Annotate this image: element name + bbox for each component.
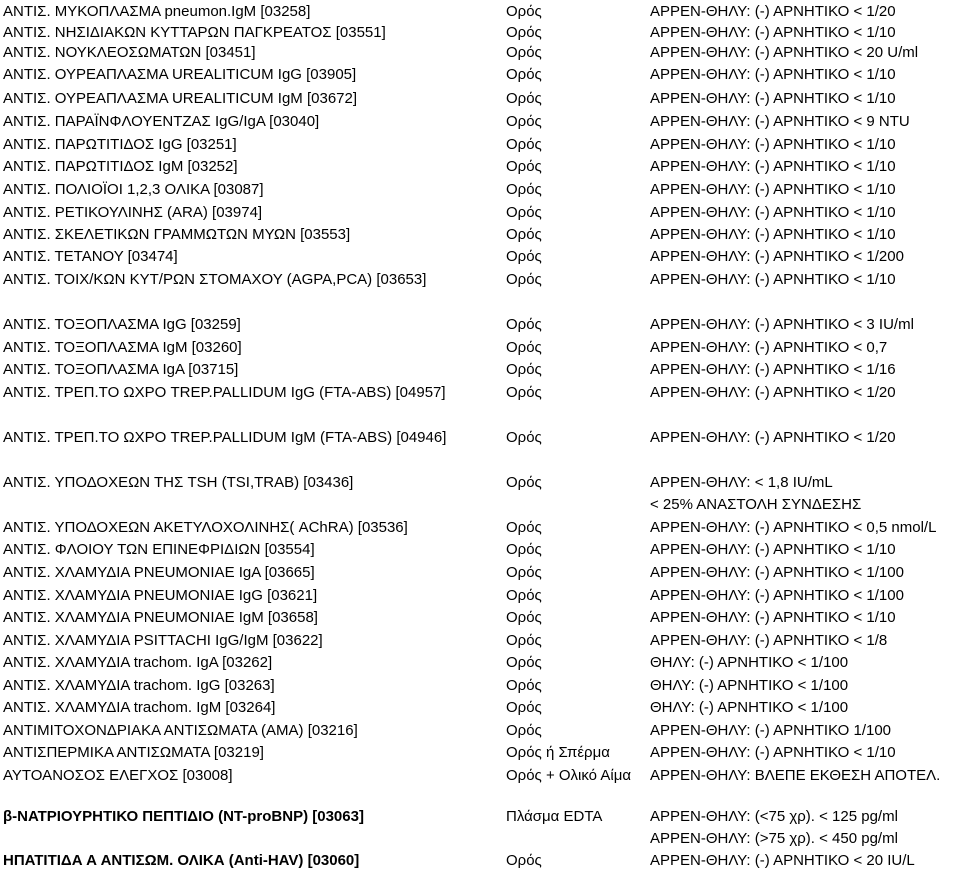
test-name: ΑΝΤΙΣ. ΤΡΕΠ.ΤΟ ΩΧΡΟ TREP.PALLIDUM IgM (FTA-ABS) [04946] [3, 429, 447, 446]
test-name: ΑΝΤΙΣ. ΧΛΑΜΥΔΙΑ PNEUMONIAE IgA [03665] [3, 564, 315, 581]
test-row [3, 42, 958, 64]
sample-type: Ορός [506, 181, 542, 198]
sample-type: Πλάσμα EDTA [506, 808, 603, 825]
test-name: ΑΝΤΙΣ. ΧΛΑΜΥΔΙΑ trachom. IgM [03264] [3, 699, 276, 716]
test-name: ΑΝΤΙΣ. ΤΟΞΟΠΛΑΣΜΑ IgA [03715] [3, 361, 239, 378]
test-row [3, 202, 958, 224]
test-row [3, 88, 958, 110]
reference-value: ΑΡΡΕΝ-ΘΗΛΥ: (-) ΑΡΝΗΤΙΚΟ < 1/20 [650, 384, 896, 401]
test-row [3, 850, 958, 872]
test-name: ΑΝΤΙΣ. ΥΠΟΔΟΧΕΩΝ ΑΚΕΤΥΛΟΧΟΛΙΝΗΣ( AChRA) [03536] [3, 519, 408, 536]
test-row [3, 134, 958, 156]
reference-value: ΑΡΡΕΝ-ΘΗΛΥ: ΒΛΕΠΕ ΕΚΘΕΣΗ ΑΠΟΤΕΛ. [650, 767, 941, 784]
sample-type: Ορός [506, 158, 542, 175]
sample-type: Ορός [506, 3, 542, 20]
reference-value: ΑΡΡΕΝ-ΘΗΛΥ: (-) ΑΡΝΗΤΙΚΟ < 20 IU/L [650, 852, 915, 869]
reference-value: ΑΡΡΕΝ-ΘΗΛΥ: (<75 χρ). < 125 pg/ml [650, 808, 898, 825]
test-row [3, 675, 958, 697]
test-row [3, 806, 958, 847]
sample-type: Ορός [506, 24, 542, 41]
test-name: ΑΝΤΙΣ. ΥΠΟΔΟΧΕΩΝ ΤΗΣ TSH (TSI,TRAB) [03436] [3, 474, 354, 491]
test-name: ΑΝΤΙΣ. ΦΛΟΙΟΥ ΤΩΝ ΕΠΙΝΕΦΡΙΔΙΩΝ [03554] [3, 541, 315, 558]
sample-type: Ορός [506, 852, 542, 869]
test-row [3, 359, 958, 381]
sample-type: Ορός [506, 226, 542, 243]
test-name: ΑΝΤΙΣ. ΣΚΕΛΕΤΙΚΩΝ ΓΡΑΜΜΩΤΩΝ ΜΥΩΝ [03553] [3, 226, 351, 243]
reference-value: ΑΡΡΕΝ-ΘΗΛΥ: (-) ΑΡΝΗΤΙΚΟ < 3 IU/ml [650, 316, 914, 333]
lab-test-reference-list [3, 0, 958, 872]
reference-value: ΑΡΡΕΝ-ΘΗΛΥ: (-) ΑΡΝΗΤΙΚΟ < 1/16 [650, 361, 896, 378]
test-name: ΗΠΑΤΙΤΙΔΑ Α ΑΝΤΙΣΩΜ. ΟΛΙΚΑ (Anti-HAV) [03060] [3, 852, 360, 869]
reference-value: ΑΡΡΕΝ-ΘΗΛΥ: (-) ΑΡΝΗΤΙΚΟ < 1/8 [650, 632, 888, 649]
test-name: ΑΝΤΙΣ. ΜΥΚΟΠΛΑΣΜΑ pneumon.IgM [03258] [3, 3, 311, 20]
reference-value: ΘΗΛΥ: (-) ΑΡΝΗΤΙΚΟ < 1/100 [650, 699, 849, 716]
test-row [3, 1, 958, 23]
reference-value: ΑΡΡΕΝ-ΘΗΛΥ: (-) ΑΡΝΗΤΙΚΟ < 1/20 [650, 429, 896, 446]
sample-type: Ορός [506, 361, 542, 378]
sample-type: Ορός [506, 44, 542, 61]
sample-type: Ορός [506, 609, 542, 626]
sample-type: Ορός [506, 541, 542, 558]
test-name: ΑΝΤΙΣ. ΧΛΑΜΥΔΙΑ trachom. IgA [03262] [3, 654, 273, 671]
reference-value: ΑΡΡΕΝ-ΘΗΛΥ: (-) ΑΡΝΗΤΙΚΟ < 20 U/ml [650, 44, 919, 61]
test-row [3, 607, 958, 629]
sample-type: Ορός [506, 136, 542, 153]
test-row [3, 517, 958, 539]
test-name: ΑΝΤΙΜΙΤΟΧΟΝΔΡΙΑΚΑ ΑΝΤΙΣΩΜΑΤΑ (AMA) [03216] [3, 722, 358, 739]
test-name: ΑΝΤΙΣ. ΠΟΛΙΟΪΟΙ 1,2,3 ΟΛΙΚΑ [03087] [3, 181, 264, 198]
test-row [3, 720, 958, 742]
sample-type: Ορός [506, 564, 542, 581]
sample-type: Ορός [506, 248, 542, 265]
test-row [3, 427, 958, 449]
test-row [3, 337, 958, 359]
sample-type: Ορός [506, 699, 542, 716]
test-name: β-ΝΑΤΡΙΟΥΡΗΤΙΚΟ ΠΕΠΤΙΔΙΟ (NT-proBNP) [03063] [3, 808, 364, 825]
reference-value: ΘΗΛΥ: (-) ΑΡΝΗΤΙΚΟ < 1/100 [650, 654, 849, 671]
reference-value: ΑΡΡΕΝ-ΘΗΛΥ: (-) ΑΡΝΗΤΙΚΟ < 0,7 [650, 339, 888, 356]
reference-value: ΑΡΡΕΝ-ΘΗΛΥ: (-) ΑΡΝΗΤΙΚΟ < 1/10 [650, 744, 896, 761]
sample-type: Ορός ή Σπέρμα [506, 744, 610, 761]
sample-type: Ορός [506, 632, 542, 649]
test-row [3, 224, 958, 246]
test-row [3, 156, 958, 178]
test-row [3, 246, 958, 268]
sample-type: Ορός [506, 677, 542, 694]
sample-type: Ορός [506, 271, 542, 288]
sample-type: Ορός [506, 90, 542, 107]
reference-value: ΑΡΡΕΝ-ΘΗΛΥ: (-) ΑΡΝΗΤΙΚΟ < 1/10 [650, 271, 896, 288]
reference-value: ΑΡΡΕΝ-ΘΗΛΥ: (-) ΑΡΝΗΤΙΚΟ < 1/20 [650, 3, 896, 20]
reference-value-line-2: < 25% ΑΝΑΣΤΟΛΗ ΣΥΝΔΕΣΗΣ [650, 496, 862, 513]
test-name: ΑΝΤΙΣ. ΝΟΥΚΛΕΟΣΩΜΑΤΩΝ [03451] [3, 44, 256, 61]
reference-value: ΑΡΡΕΝ-ΘΗΛΥ: (-) ΑΡΝΗΤΙΚΟ < 1/10 [650, 90, 896, 107]
test-name: ΑΝΤΙΣ. ΤΡΕΠ.ΤΟ ΩΧΡΟ TREP.PALLIDUM IgG (FTA-ABS) [04957] [3, 384, 446, 401]
sample-type: Ορός [506, 519, 542, 536]
test-row [3, 697, 958, 719]
sample-type: Ορός [506, 722, 542, 739]
reference-value: ΑΡΡΕΝ-ΘΗΛΥ: (-) ΑΡΝΗΤΙΚΟ < 1/10 [650, 181, 896, 198]
test-name: ΑΝΤΙΣ. ΧΛΑΜΥΔΙΑ PNEUMONIAE IgM [03658] [3, 609, 318, 626]
test-name: ΑΝΤΙΣ. ΟΥΡΕΑΠΛΑΣΜΑ UREALITICUM IgG [03905] [3, 66, 357, 83]
test-row [3, 111, 958, 133]
test-name: ΑΝΤΙΣ. ΧΛΑΜΥΔΙΑ PSITTACHI IgG/IgM [03622] [3, 632, 323, 649]
reference-value: ΑΡΡΕΝ-ΘΗΛΥ: (-) ΑΡΝΗΤΙΚΟ < 1/10 [650, 136, 896, 153]
test-row [3, 742, 958, 764]
sample-type: Ορός [506, 204, 542, 221]
test-row [3, 22, 958, 44]
test-row [3, 179, 958, 201]
reference-value: ΑΡΡΕΝ-ΘΗΛΥ: (-) ΑΡΝΗΤΙΚΟ < 1/10 [650, 609, 896, 626]
test-row [3, 630, 958, 652]
reference-value: ΑΡΡΕΝ-ΘΗΛΥ: (-) ΑΡΝΗΤΙΚΟ < 1/10 [650, 66, 896, 83]
reference-value: ΘΗΛΥ: (-) ΑΡΝΗΤΙΚΟ < 1/100 [650, 677, 849, 694]
test-name: ΑΝΤΙΣ. ΤΟΙΧ/ΚΩΝ ΚΥΤ/ΡΩΝ ΣΤΟΜΑΧΟΥ (AGPA,PCA) [03653] [3, 271, 427, 288]
test-row [3, 64, 958, 86]
test-name: ΑΝΤΙΣ. ΧΛΑΜΥΔΙΑ trachom. IgG [03263] [3, 677, 275, 694]
test-name: ΑΝΤΙΣ. ΠΑΡΩΤΙΤΙΔΟΣ IgM [03252] [3, 158, 238, 175]
test-name: ΑΥΤΟΑΝΟΣΟΣ ΕΛΕΓΧΟΣ [03008] [3, 767, 233, 784]
sample-type: Ορός [506, 429, 542, 446]
reference-value: ΑΡΡΕΝ-ΘΗΛΥ: (-) ΑΡΝΗΤΙΚΟ < 0,5 nmol/L [650, 519, 937, 536]
test-name: ΑΝΤΙΣΠΕΡΜΙΚΑ ΑΝΤΙΣΩΜΑΤΑ [03219] [3, 744, 264, 761]
sample-type: Ορός + Ολικό Αίμα [506, 767, 632, 784]
sample-type: Ορός [506, 474, 542, 491]
reference-value: ΑΡΡΕΝ-ΘΗΛΥ: (-) ΑΡΝΗΤΙΚΟ < 1/100 [650, 564, 904, 581]
test-name: ΑΝΤΙΣ. ΡΕΤΙΚΟΥΛΙΝΗΣ (ARA) [03974] [3, 204, 263, 221]
test-name: ΑΝΤΙΣ. ΠΑΡΑΪΝΦΛΟΥΕΝΤΖΑΣ IgG/IgA [03040] [3, 113, 320, 130]
test-row [3, 585, 958, 607]
test-row [3, 539, 958, 561]
reference-value: ΑΡΡΕΝ-ΘΗΛΥ: (-) ΑΡΝΗΤΙΚΟ < 1/100 [650, 587, 904, 604]
test-row [3, 382, 958, 404]
reference-value: ΑΡΡΕΝ-ΘΗΛΥ: (-) ΑΡΝΗΤΙΚΟ < 9 NTU [650, 113, 910, 130]
sample-type: Ορός [506, 654, 542, 671]
reference-value: ΑΡΡΕΝ-ΘΗΛΥ: (-) ΑΡΝΗΤΙΚΟ < 1/10 [650, 158, 896, 175]
test-row [3, 652, 958, 674]
reference-value: ΑΡΡΕΝ-ΘΗΛΥ: (-) ΑΡΝΗΤΙΚΟ < 1/10 [650, 541, 896, 558]
reference-value: ΑΡΡΕΝ-ΘΗΛΥ: (-) ΑΡΝΗΤΙΚΟ < 1/10 [650, 24, 896, 41]
sample-type: Ορός [506, 587, 542, 604]
reference-value: ΑΡΡΕΝ-ΘΗΛΥ: (-) ΑΡΝΗΤΙΚΟ < 1/10 [650, 226, 896, 243]
test-row [3, 765, 958, 787]
test-row [3, 562, 958, 584]
test-name: ΑΝΤΙΣ. ΠΑΡΩΤΙΤΙΔΟΣ IgG [03251] [3, 136, 237, 153]
reference-value-line-2: ΑΡΡΕΝ-ΘΗΛΥ: (>75 χρ). < 450 pg/ml [650, 830, 898, 847]
sample-type: Ορός [506, 339, 542, 356]
sample-type: Ορός [506, 316, 542, 333]
sample-type: Ορός [506, 66, 542, 83]
test-name: ΑΝΤΙΣ. ΤΟΞΟΠΛΑΣΜΑ IgM [03260] [3, 339, 242, 356]
reference-value: ΑΡΡΕΝ-ΘΗΛΥ: (-) ΑΡΝΗΤΙΚΟ < 1/10 [650, 204, 896, 221]
reference-value: ΑΡΡΕΝ-ΘΗΛΥ: (-) ΑΡΝΗΤΙΚΟ 1/100 [650, 722, 892, 739]
sample-type: Ορός [506, 384, 542, 401]
test-name: ΑΝΤΙΣ. ΤΕΤΑΝΟΥ [03474] [3, 248, 178, 265]
reference-value: ΑΡΡΕΝ-ΘΗΛΥ: < 1,8 IU/mL [650, 474, 833, 491]
test-name: ΑΝΤΙΣ. ΤΟΞΟΠΛΑΣΜΑ IgG [03259] [3, 316, 241, 333]
reference-value: ΑΡΡΕΝ-ΘΗΛΥ: (-) ΑΡΝΗΤΙΚΟ < 1/200 [650, 248, 904, 265]
test-name: ΑΝΤΙΣ. ΝΗΣΙΔΙΑΚΩΝ ΚΥΤΤΑΡΩΝ ΠΑΓΚΡΕΑΤΟΣ [03551] [3, 24, 386, 41]
test-name: ΑΝΤΙΣ. ΧΛΑΜΥΔΙΑ PNEUMONIAE IgG [03621] [3, 587, 318, 604]
test-name: ΑΝΤΙΣ. ΟΥΡΕΑΠΛΑΣΜΑ UREALITICUM IgM [03672] [3, 90, 358, 107]
test-row [3, 269, 958, 291]
test-row [3, 314, 958, 336]
test-row [3, 472, 958, 513]
sample-type: Ορός [506, 113, 542, 130]
